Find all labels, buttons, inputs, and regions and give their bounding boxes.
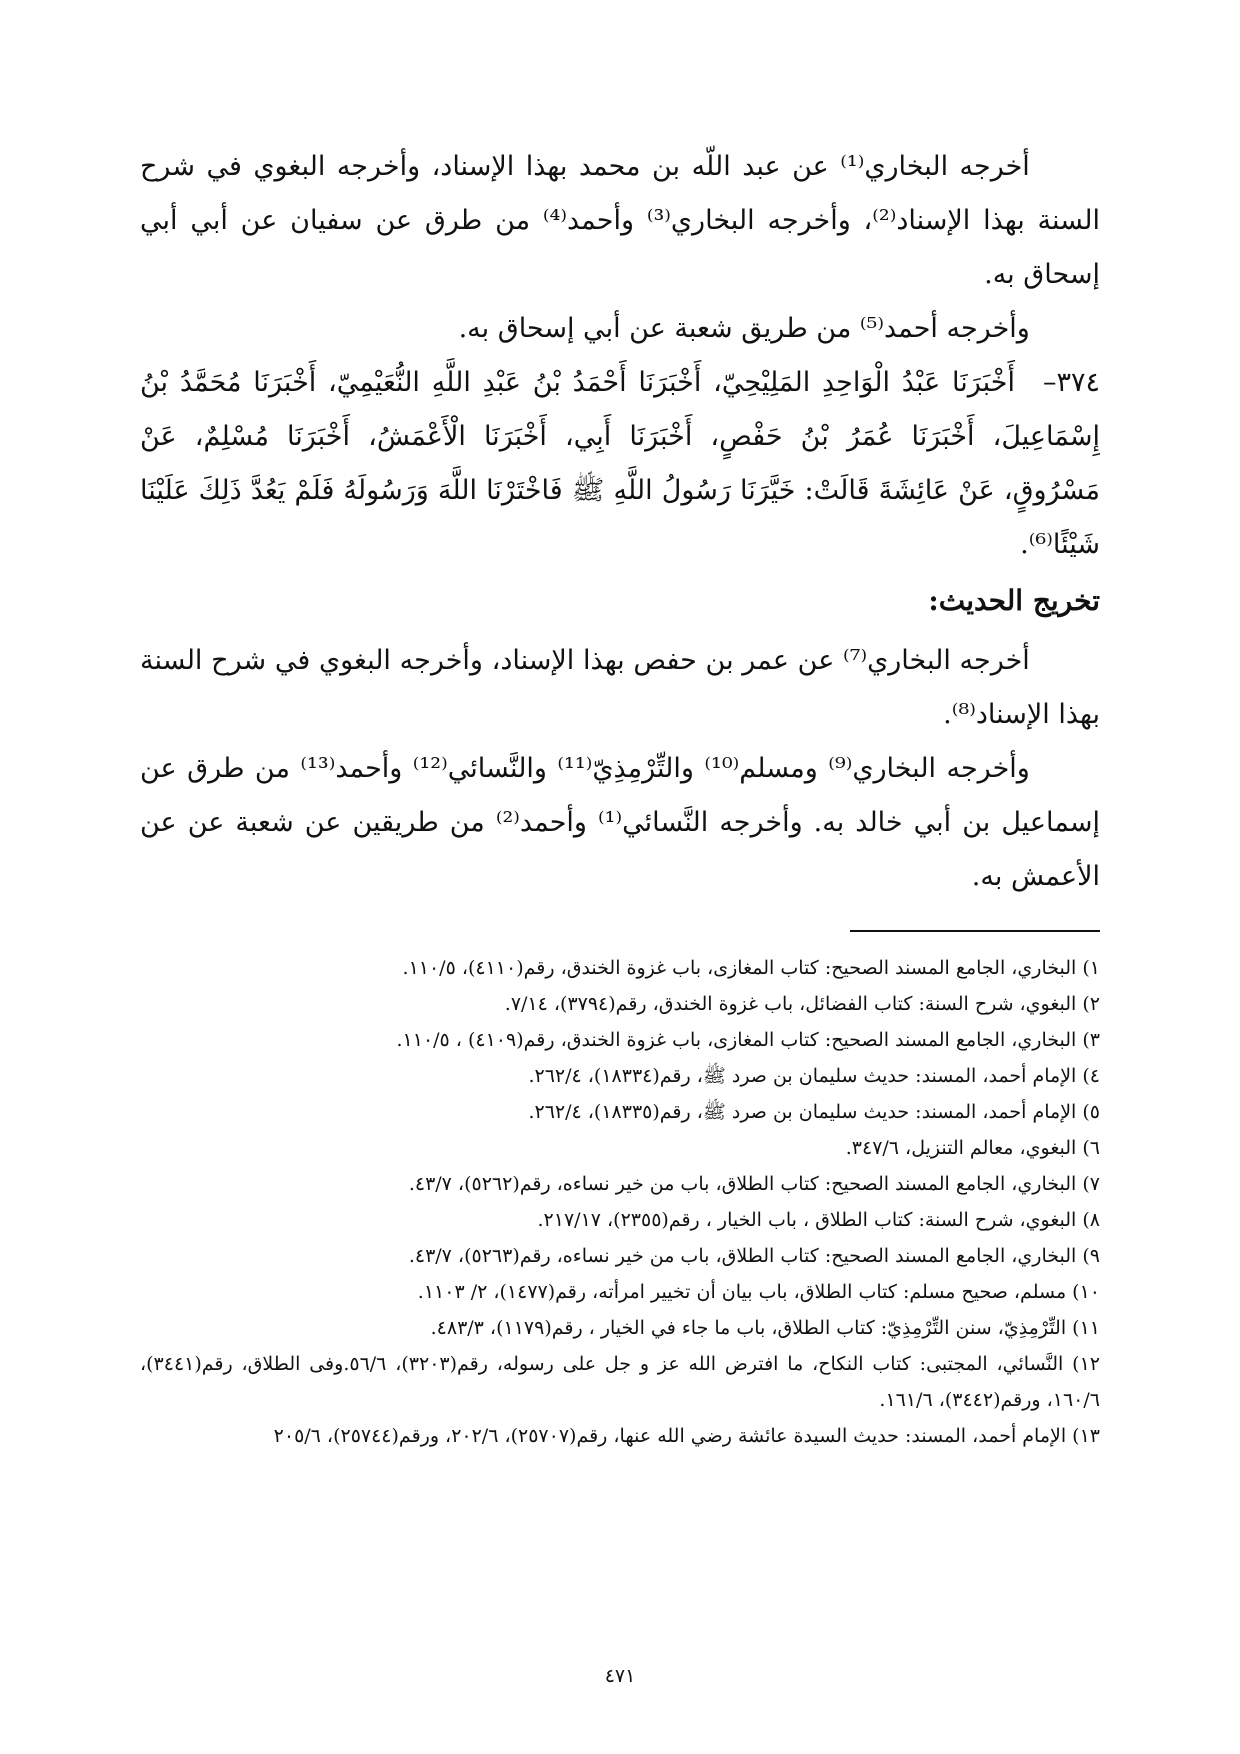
hadith-number: ٣٧٤– [1042,367,1100,398]
footnote: ٣) البخاري، الجامع المسند الصحيح: كتاب المغازى، باب غزوة الخندق، رقم(٤١٠٩) ، ١١٠/٥. [396,1029,1100,1051]
section-heading: تخريج الحديث: [928,584,1100,617]
footnote: ٢) البغوي، شرح السنة: كتاب الفضائل، باب غزوة الخندق، رقم(٣٧٩٤)، ٧/١٤. [504,993,1100,1015]
paragraph-1: أخرجه البخاري⁽¹⁾ عن عبد اللّه بن محمد بهذا الإسناد، وأخرجه البغوي في شرح السنة بهذا الإسناد⁽²⁾، وأخرجه البخاري⁽³⁾ وأحمد⁽⁴⁾ من طرق عن سفيان عن أبي أبي إسحاق به. [140,151,1100,290]
paragraph-3: أخرجه البخاري⁽⁷⁾ عن عمر بن حفص بهذا الإسناد، وأخرجه البغوي في شرح السنة بهذا الإسناد⁽⁸⁾. [140,645,1100,730]
footnote: ١١) التِّرْمِذِيّ، سنن التِّرْمِذِيّ: كتاب الطلاق، باب ما جاء في الخيار ، رقم(١١٧٩)، ٤٨٣/٣. [430,1317,1100,1339]
footnote: ١٢) النَّسائي، المجتبى: كتاب النكاح، ما افترض الله عز و جل على رسوله، رقم(٣٢٠٣)، ٥٦/٦.وفى الطلاق، رقم(٣٤٤١)، ١٦٠/٦، ورقم(٣٤٤٢)، ١٦١/٦. [140,1353,1100,1411]
footnote: ١٠) مسلم، صحيح مسلم: كتاب الطلاق، باب بيان أن تخيير امرأته، رقم(١٤٧٧)، ٢/ ١١٠٣. [417,1281,1100,1303]
footnote: ٧) البخاري، الجامع المسند الصحيح: كتاب الطلاق، باب من خير نساءه، رقم(٥٢٦٢)، ٤٣/٧. [408,1173,1100,1195]
hadith-text: أَخْبَرَنَا عَبْدُ الْوَاحِدِ المَلِيْحِيّ، أَخْبَرَنَا أَحْمَدُ بْنُ عَبْدِ اللَّهِ النُّعَيْمِيّ، أَخْبَرَنَا مُحَمَّدُ بْنُ إِسْمَاعِيلَ، أَخْبَرَنَا عُمَرُ بْنُ حَفْصٍ، أَخْبَرَنَا أَبِي، أَخْبَرَنَا الْأَعْمَشُ، أَخْبَرَنَا مُسْلِمٌ، عَنْ مَسْرُوقٍ، عَنْ عَائِشَةَ قَالَتْ: خَيَّرَنَا رَسُولُ اللَّهِ ﷺ فَاخْتَرْنَا اللَّهَ وَرَسُولَهُ فَلَمْ يَعُدَّ ذَلِكَ عَلَيْنَا شَيْئًا⁽⁶⁾. [140,367,1101,560]
footnote: ٤) الإمام أحمد، المسند: حديث سليمان بن صرد ﷺ، رقم(١٨٣٣٤)، ٢٦٢/٤. [528,1065,1100,1087]
paragraph-4: وأخرجه البخاري⁽⁹⁾ ومسلم⁽¹⁰⁾ والتِّرْمِذِيّ⁽¹¹⁾ والنَّسائي⁽¹²⁾ وأحمد⁽¹³⁾ من طرق عن إسماعيل بن أبي خالد به. وأخرجه النَّسائي⁽¹⁾ وأحمد⁽²⁾ من طريقين عن شعبة عن عن الأعمش به. [140,753,1100,892]
footnote-divider [850,930,1100,932]
footnote: ٦) البغوي، معالم التنزيل، ٣٤٧/٦. [845,1137,1100,1159]
footnote: ١) البخاري، الجامع المسند الصحيح: كتاب المغازى، باب غزوة الخندق، رقم(٤١١٠)، ١١٠/٥. [402,957,1100,979]
footnote: ٥) الإمام أحمد، المسند: حديث سليمان بن صرد ﷺ، رقم(١٨٣٣٥)، ٢٦٢/٤. [528,1101,1100,1123]
paragraph-2: وأخرجه أحمد⁽⁵⁾ من طريق شعبة عن أبي إسحاق به. [458,313,1030,344]
footnote: ١٣) الإمام أحمد، المسند: حديث السيدة عائشة رضي الله عنها، رقم(٢٥٧٠٧)، ٢٠٢/٦، ورقم(٢٥٧٤٤)، ٢٠٥/٦ [273,1425,1100,1447]
page-number: ٤٧١ [604,1665,636,1687]
footnote: ٨) البغوي، شرح السنة: كتاب الطلاق ، باب الخيار ، رقم(٢٣٥٥)، ٢١٧/١٧. [537,1209,1100,1231]
hadith-paragraph [140,356,1100,572]
footnotes [140,950,1100,1454]
footnote: ٩) البخاري، الجامع المسند الصحيح: كتاب الطلاق، باب من خير نساءه، رقم(٥٢٦٣)، ٤٣/٧. [408,1245,1100,1267]
main-text [140,140,1100,904]
